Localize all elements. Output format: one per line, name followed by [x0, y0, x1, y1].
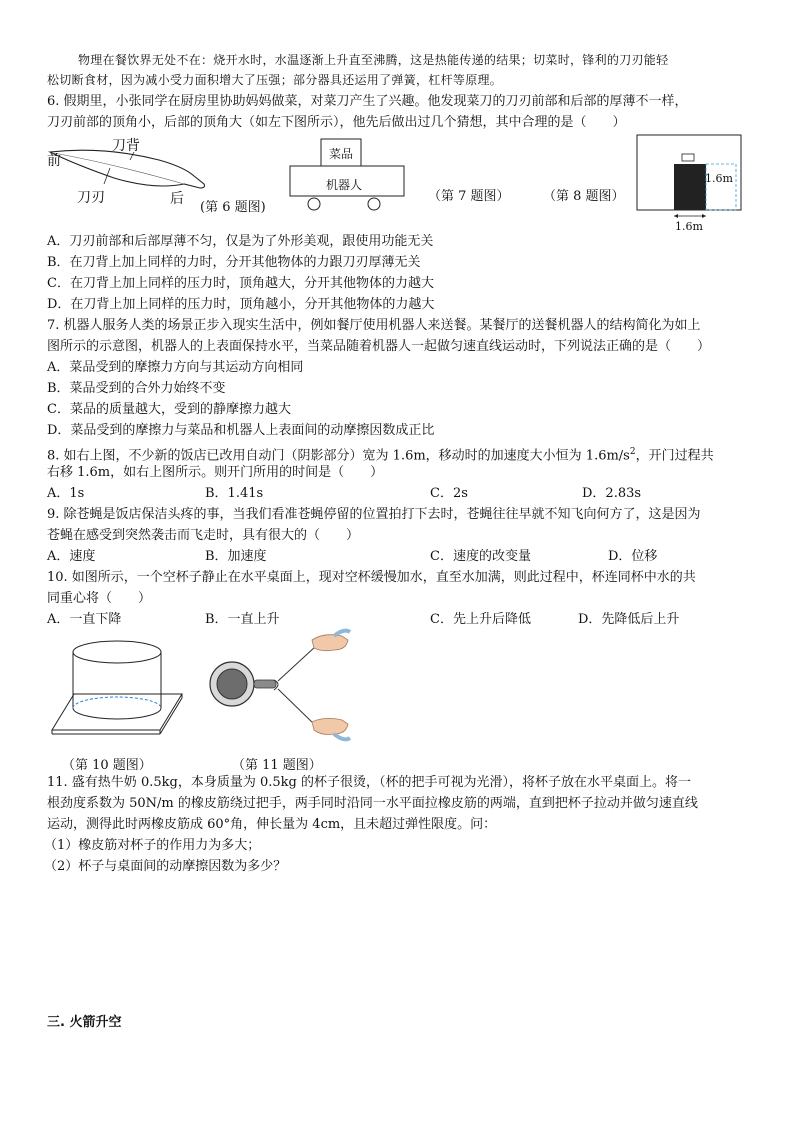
fig8-caption: （第 8 题图） [543, 189, 625, 204]
q8-option-d: D．2.83s [582, 486, 642, 501]
q10-stem-line-2: 同重心将（ ） [47, 591, 152, 606]
q8-stem-line-1 [47, 444, 714, 464]
q6-stem-line-1: 6. 假期里，小张同学在厨房里协助妈妈做菜，对菜刀产生了兴趣。他发现菜刀的刀刃前部和后部的厚薄不一样， [47, 94, 688, 109]
q8-stem-line-2: 右移 1.6m，如右上图所示。则开门所用的时间是（ ） [47, 465, 384, 480]
knife-edge-label: 刀刃 [77, 190, 105, 206]
knife-front-label: 前 [47, 153, 61, 169]
q9-option-c: C．速度的改变量 [430, 549, 531, 564]
q9-option-b: B．加速度 [205, 549, 267, 564]
q8-superscript: 2 [629, 447, 636, 457]
door-height-label: 1.6m [705, 172, 733, 185]
q9-option-d: D．位移 [608, 549, 658, 564]
q7-stem-line-2: 图所示的示意图，机器人的上表面保持水平，当菜品随着机器人一起做匀速直线运动时，下列说法正确的是（ ） [47, 339, 711, 354]
fig11-caption: （第 11 题图） [232, 758, 322, 773]
q8-option-a: A．1s [47, 486, 85, 501]
q10-option-c: C．先上升后降低 [430, 612, 531, 627]
knife-rear-label: 后 [170, 191, 184, 207]
fig10-caption: （第 10 题图） [62, 758, 152, 773]
q9-option-a: A．速度 [47, 549, 96, 564]
q7-stem-line-1: 7. 机器人服务人类的场景正步入现实生活中，例如餐厅使用机器人来送餐。某餐厅的送餐机器人的结构简化为如上 [47, 318, 701, 333]
q6-option-b: B．在刀背上加上同样的力时，分开其他物体的力跟刀刃厚薄无关 [47, 255, 421, 270]
q9-stem-line-2: 苍蝇在感受到突然袭击而飞走时，具有很大的（ ） [47, 528, 360, 543]
q11-stem-line-1: 11. 盛有热牛奶 0.5kg，本身质量为 0.5kg 的杯子很烫，（杯的把手可视为光滑），将杯子放在水平桌面上。将一 [47, 775, 691, 790]
q8-stem-part-2: ，开门过程共 [635, 448, 714, 464]
q7-option-a: A．菜品受到的摩擦力方向与其运动方向相同 [47, 360, 304, 375]
intro-line-1: 物理在餐饮界无处不在：烧开水时，水温逐渐上升直至沸腾，这是热能传递的结果；切菜时，锋利的刀刃能轻 [78, 53, 669, 67]
intro-line-2: 松切断食材，因为减小受力面积增大了压强；部分器具还运用了弹簧，杠杆等原理。 [47, 73, 503, 87]
robot-label: 机器人 [326, 178, 363, 192]
q10-option-d: D．先降低后上升 [578, 612, 680, 627]
q10-option-b: B．一直上升 [205, 612, 280, 627]
cup-on-table-figure [50, 638, 184, 742]
q11-subquestion-2: （2）杯子与桌面间的动摩擦因数为多少？ [44, 859, 287, 874]
q10-stem-line-1: 10. 如图所示，一个空杯子静止在水平桌面上，现对空杯缓慢加水，直至水加满，则此过程中，杯连同杯中水的共 [47, 570, 696, 585]
q11-stem-line-2: 根劲度系数为 50N/m 的橡皮筋绕过把手，两手同时沿同一水平面拉橡皮筋的两端，直到把杯子拉动并做匀速直线 [47, 796, 698, 811]
q7-option-d: D．菜品受到的摩擦力与菜品和机器人上表面间的动摩擦因数成正比 [47, 423, 435, 438]
q10-option-a: A．一直下降 [47, 612, 122, 627]
q9-stem-line-1: 9. 除苍蝇是饭店保洁头疼的事，当我们看准苍蝇停留的位置拍打下去时，苍蝇往往早就不知飞向何方了，这是因为 [47, 507, 701, 522]
q8-option-b: B．1.41s [205, 486, 264, 501]
section-heading: 三. 火箭升空 [47, 1015, 122, 1030]
fig7-caption: （第 7 题图） [428, 189, 510, 204]
q11-stem-line-3: 运动，测得此时两橡皮筋成 60°角，伸长量为 4cm，且未超过弹性限度。问： [47, 817, 497, 832]
q6-option-a: A．刀刃前部和后部厚薄不匀，仅是为了外形美观，跟使用功能无关 [47, 234, 434, 249]
door-width-label: 1.6m [675, 220, 703, 233]
q7-option-c: C．菜品的质量越大，受到的静摩擦力越大 [47, 402, 291, 417]
q6-option-c: C．在刀背上加上同样的压力时，顶角越大，分开其他物体的力越大 [47, 276, 434, 291]
q8-option-c: C．2s [430, 486, 468, 501]
q6-option-d: D．在刀背上加上同样的压力时，顶角越小，分开其他物体的力越大 [47, 297, 435, 312]
q11-subquestion-1: （1）橡皮筋对杯子的作用力为多大； [44, 838, 261, 853]
q7-option-b: B．菜品受到的合外力始终不变 [47, 381, 226, 396]
fig6-caption: (第 6 题图) [200, 200, 266, 215]
q8-stem-part-1: 8. 如右上图，不少新的饭店已改用自动门（阴影部分）宽为 1.6m，移动时的加速度大小恒为 1.6m/s [47, 448, 630, 464]
cup-rubber-band-figure [204, 626, 354, 756]
dish-label: 菜品 [329, 147, 354, 161]
q6-stem-line-2: 刀刃前部的顶角小，后部的顶角大（如左下图所示），他先后做出过几个猜想，其中合理的是（ ） [47, 115, 626, 130]
knife-back-label: 刀背 [112, 138, 140, 154]
